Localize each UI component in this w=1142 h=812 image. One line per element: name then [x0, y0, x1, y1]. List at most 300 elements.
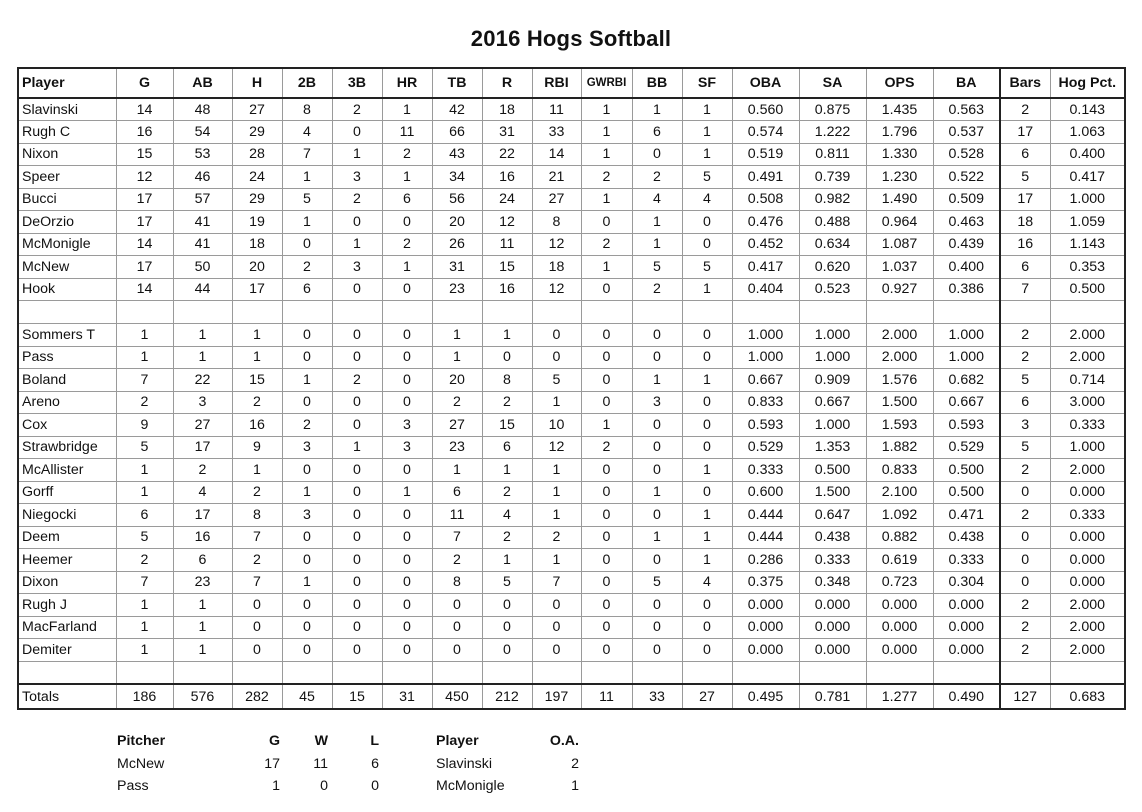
cell-player: McAllister	[18, 459, 116, 482]
pitcher-l: 0	[371, 778, 379, 795]
cell-hr: 3	[382, 436, 432, 459]
cell-sf: 27	[682, 684, 732, 709]
cell-sf: 0	[682, 639, 732, 662]
cell-r: 6	[482, 436, 532, 459]
cell-sf: 1	[682, 459, 732, 482]
cell-player: Sommers T	[18, 324, 116, 347]
cell-rbi	[532, 661, 581, 684]
cell-h: 15	[232, 369, 282, 392]
cell-sf: 1	[682, 98, 732, 121]
cell-ba: 0.438	[933, 526, 1000, 549]
cell-ab: 576	[173, 684, 232, 709]
cell-player: Nixon	[18, 143, 116, 166]
cell-player: Gorff	[18, 481, 116, 504]
cell-2b: 6	[282, 278, 332, 301]
cell-rbi	[532, 301, 581, 324]
cell-ops	[866, 301, 933, 324]
cell-hr: 2	[382, 143, 432, 166]
col-header-g: G	[116, 68, 173, 98]
cell-bars: 2	[1000, 459, 1050, 482]
cell-hog-pct: 2.000	[1050, 346, 1125, 369]
cell-h: 9	[232, 436, 282, 459]
cell-2b	[282, 301, 332, 324]
cell-gwrbi: 0	[581, 278, 632, 301]
cell-rbi: 18	[532, 256, 581, 279]
cell-sa	[799, 301, 866, 324]
cell-bb: 1	[632, 98, 682, 121]
cell-oba: 0.519	[732, 143, 799, 166]
pitcher-w: 11	[313, 755, 328, 772]
cell-player: Strawbridge	[18, 436, 116, 459]
cell-ops: 1.882	[866, 436, 933, 459]
cell-rbi: 7	[532, 571, 581, 594]
cell-bars: 2	[1000, 504, 1050, 527]
cell-h: 29	[232, 121, 282, 144]
cell-gwrbi: 2	[581, 166, 632, 189]
cell-r: 16	[482, 278, 532, 301]
cell-ab: 27	[173, 414, 232, 437]
cell-g: 1	[116, 481, 173, 504]
cell-bars: 18	[1000, 211, 1050, 234]
cell-3b: 0	[332, 549, 382, 572]
cell-bars: 5	[1000, 436, 1050, 459]
cell-tb: 1	[432, 346, 482, 369]
cell-ab: 17	[173, 504, 232, 527]
cell-ops: 1.576	[866, 369, 933, 392]
cell-3b: 1	[332, 233, 382, 256]
cell-player: DeOrzio	[18, 211, 116, 234]
cell-oba: 0.560	[732, 98, 799, 121]
cell-g: 1	[116, 639, 173, 662]
cell-ba: 0.000	[933, 594, 1000, 617]
cell-hr: 0	[382, 594, 432, 617]
cell-ops: 0.882	[866, 526, 933, 549]
cell-ab: 1	[173, 594, 232, 617]
cell-oba: 0.529	[732, 436, 799, 459]
cell-2b: 0	[282, 391, 332, 414]
cell-ab	[173, 301, 232, 324]
cell-sf: 0	[682, 211, 732, 234]
cell-ba: 0.563	[933, 98, 1000, 121]
cell-gwrbi: 11	[581, 684, 632, 709]
cell-ops: 2.000	[866, 346, 933, 369]
cell-sa: 0.781	[799, 684, 866, 709]
cell-bars: 0	[1000, 481, 1050, 504]
cell-ab: 50	[173, 256, 232, 279]
cell-r: 1	[482, 549, 532, 572]
cell-sf: 4	[682, 188, 732, 211]
col-header-2b: 2B	[282, 68, 332, 98]
cell-tb: 7	[432, 526, 482, 549]
cell-player: Demiter	[18, 639, 116, 662]
cell-oba: 0.404	[732, 278, 799, 301]
cell-ab: 46	[173, 166, 232, 189]
table-row	[18, 346, 1125, 369]
cell-hr: 0	[382, 278, 432, 301]
cell-ab: 54	[173, 121, 232, 144]
cell-hog-pct: 1.000	[1050, 436, 1125, 459]
header-row	[18, 68, 1125, 98]
cell-r: 22	[482, 143, 532, 166]
cell-tb: 0	[432, 616, 482, 639]
cell-rbi: 5	[532, 369, 581, 392]
cell-r: 18	[482, 98, 532, 121]
cell-rbi: 0	[532, 616, 581, 639]
cell-sf: 1	[682, 369, 732, 392]
cell-sa: 1.000	[799, 324, 866, 347]
cell-3b: 3	[332, 166, 382, 189]
oa-row	[436, 753, 579, 776]
table-row	[18, 143, 1125, 166]
cell-ba: 0.593	[933, 414, 1000, 437]
cell-hr: 0	[382, 391, 432, 414]
cell-bars: 7	[1000, 278, 1050, 301]
cell-h: 20	[232, 256, 282, 279]
cell-rbi: 1	[532, 481, 581, 504]
cell-3b: 0	[332, 278, 382, 301]
cell-sa: 0.647	[799, 504, 866, 527]
cell-hr: 0	[382, 571, 432, 594]
cell-ops: 1.087	[866, 233, 933, 256]
cell-tb: 20	[432, 211, 482, 234]
cell-tb: 11	[432, 504, 482, 527]
cell-3b: 2	[332, 98, 382, 121]
cell-r: 16	[482, 166, 532, 189]
cell-player: Heemer	[18, 549, 116, 572]
cell-g: 14	[116, 278, 173, 301]
table-row	[18, 188, 1125, 211]
table-row	[18, 369, 1125, 392]
cell-3b: 0	[332, 481, 382, 504]
cell-hog-pct: 0.000	[1050, 481, 1125, 504]
cell-2b: 4	[282, 121, 332, 144]
cell-hr: 1	[382, 166, 432, 189]
cell-hog-pct: 0.353	[1050, 256, 1125, 279]
cell-r: 212	[482, 684, 532, 709]
cell-sf: 5	[682, 166, 732, 189]
cell-sa: 0.811	[799, 143, 866, 166]
oa-value: 1	[571, 778, 579, 795]
cell-tb: 26	[432, 233, 482, 256]
cell-bb: 0	[632, 143, 682, 166]
cell-gwrbi: 2	[581, 436, 632, 459]
cell-hog-pct: 3.000	[1050, 391, 1125, 414]
cell-3b: 0	[332, 594, 382, 617]
cell-player	[18, 661, 116, 684]
pitcher-header-w: W	[314, 733, 328, 750]
cell-tb: 8	[432, 571, 482, 594]
cell-r: 8	[482, 369, 532, 392]
cell-h: 2	[232, 549, 282, 572]
cell-ops: 0.723	[866, 571, 933, 594]
pitcher-header-name: Pitcher	[117, 733, 166, 750]
cell-ops: 1.435	[866, 98, 933, 121]
cell-h: 16	[232, 414, 282, 437]
cell-3b	[332, 301, 382, 324]
page-title: 2016 Hogs Softball	[470, 26, 672, 51]
cell-g: 17	[116, 188, 173, 211]
cell-bb: 0	[632, 414, 682, 437]
cell-h	[232, 301, 282, 324]
cell-g: 14	[116, 233, 173, 256]
cell-r: 4	[482, 504, 532, 527]
cell-3b: 0	[332, 526, 382, 549]
cell-player: Pass	[18, 346, 116, 369]
oa-header-value: O.A.	[549, 733, 579, 750]
cell-h: 1	[232, 324, 282, 347]
cell-r	[482, 661, 532, 684]
col-header-ba: BA	[933, 68, 1000, 98]
oa-header-row	[436, 730, 579, 753]
cell-g: 9	[116, 414, 173, 437]
cell-ab: 16	[173, 526, 232, 549]
cell-r: 12	[482, 211, 532, 234]
cell-hr: 11	[382, 121, 432, 144]
cell-bb: 0	[632, 504, 682, 527]
oa-header-player: Player	[436, 733, 479, 750]
cell-ab: 41	[173, 233, 232, 256]
cell-sa: 0.000	[799, 616, 866, 639]
cell-gwrbi: 0	[581, 594, 632, 617]
cell-hog-pct: 1.000	[1050, 188, 1125, 211]
cell-h: 282	[232, 684, 282, 709]
cell-h: 7	[232, 526, 282, 549]
cell-3b: 0	[332, 324, 382, 347]
cell-oba: 0.593	[732, 414, 799, 437]
cell-bars: 2	[1000, 594, 1050, 617]
pitcher-g: 1	[272, 778, 280, 795]
cell-hog-pct: 0.143	[1050, 98, 1125, 121]
cell-ab: 1	[173, 639, 232, 662]
cell-hog-pct: 2.000	[1050, 594, 1125, 617]
cell-tb	[432, 661, 482, 684]
cell-h: 0	[232, 594, 282, 617]
cell-oba: 0.476	[732, 211, 799, 234]
cell-hog-pct: 0.333	[1050, 414, 1125, 437]
cell-sf: 0	[682, 391, 732, 414]
cell-2b: 1	[282, 166, 332, 189]
cell-oba: 0.491	[732, 166, 799, 189]
cell-ab: 3	[173, 391, 232, 414]
cell-ab: 1	[173, 324, 232, 347]
cell-bb: 0	[632, 436, 682, 459]
cell-ba: 0.000	[933, 616, 1000, 639]
cell-ba: 0.000	[933, 639, 1000, 662]
cell-ba: 0.490	[933, 684, 1000, 709]
cell-bb: 0	[632, 616, 682, 639]
col-header-oba: OBA	[732, 68, 799, 98]
cell-rbi: 1	[532, 459, 581, 482]
cell-2b: 0	[282, 549, 332, 572]
cell-hog-pct: 0.333	[1050, 504, 1125, 527]
cell-3b: 0	[332, 391, 382, 414]
cell-sf: 1	[682, 526, 732, 549]
cell-bars: 5	[1000, 369, 1050, 392]
cell-player: Rugh J	[18, 594, 116, 617]
cell-ab: 41	[173, 211, 232, 234]
cell-bb: 0	[632, 346, 682, 369]
cell-sf: 1	[682, 121, 732, 144]
cell-sa: 0.500	[799, 459, 866, 482]
cell-2b: 0	[282, 324, 332, 347]
cell-bars: 3	[1000, 414, 1050, 437]
cell-ba: 0.463	[933, 211, 1000, 234]
cell-r: 31	[482, 121, 532, 144]
cell-2b: 0	[282, 233, 332, 256]
cell-oba: 1.000	[732, 346, 799, 369]
table-row	[18, 391, 1125, 414]
cell-oba: 0.495	[732, 684, 799, 709]
cell-2b: 2	[282, 256, 332, 279]
cell-gwrbi: 1	[581, 414, 632, 437]
cell-bars: 2	[1000, 98, 1050, 121]
cell-sf: 0	[682, 436, 732, 459]
cell-oba: 0.375	[732, 571, 799, 594]
oa-value: 2	[571, 755, 579, 772]
cell-sa: 0.634	[799, 233, 866, 256]
cell-ab: 22	[173, 369, 232, 392]
col-header-h: H	[232, 68, 282, 98]
cell-bb: 33	[632, 684, 682, 709]
cell-tb: 2	[432, 391, 482, 414]
col-header-sa: SA	[799, 68, 866, 98]
cell-ops: 1.230	[866, 166, 933, 189]
cell-hog-pct: 0.000	[1050, 549, 1125, 572]
cell-bb: 2	[632, 278, 682, 301]
cell-ops: 2.100	[866, 481, 933, 504]
col-header-hr: HR	[382, 68, 432, 98]
cell-3b: 0	[332, 504, 382, 527]
cell-g: 7	[116, 571, 173, 594]
cell-3b: 3	[332, 256, 382, 279]
cell-h: 27	[232, 98, 282, 121]
cell-2b	[282, 661, 332, 684]
col-header-bars: Bars	[1000, 68, 1050, 98]
cell-2b: 0	[282, 459, 332, 482]
cell-gwrbi: 0	[581, 481, 632, 504]
col-header-gwrbi: GWRBI	[581, 68, 632, 98]
cell-ops: 1.490	[866, 188, 933, 211]
table-row	[18, 98, 1125, 121]
cell-hog-pct: 0.500	[1050, 278, 1125, 301]
cell-bars: 17	[1000, 121, 1050, 144]
cell-oba: 0.444	[732, 526, 799, 549]
cell-sa: 0.620	[799, 256, 866, 279]
cell-3b	[332, 661, 382, 684]
cell-2b: 1	[282, 369, 332, 392]
cell-gwrbi: 0	[581, 526, 632, 549]
col-header-sf: SF	[682, 68, 732, 98]
stats-table	[17, 67, 1126, 710]
cell-gwrbi: 0	[581, 616, 632, 639]
cell-rbi: 0	[532, 594, 581, 617]
col-header-ops: OPS	[866, 68, 933, 98]
table-row	[18, 278, 1125, 301]
cell-rbi: 0	[532, 639, 581, 662]
cell-3b: 15	[332, 684, 382, 709]
cell-2b: 3	[282, 436, 332, 459]
cell-hog-pct: 2.000	[1050, 459, 1125, 482]
cell-gwrbi: 0	[581, 391, 632, 414]
cell-tb: 66	[432, 121, 482, 144]
cell-gwrbi: 0	[581, 324, 632, 347]
cell-hr: 1	[382, 481, 432, 504]
cell-sf: 0	[682, 481, 732, 504]
cell-ops: 1.092	[866, 504, 933, 527]
col-header-rbi: RBI	[532, 68, 581, 98]
cell-rbi: 2	[532, 526, 581, 549]
cell-rbi: 14	[532, 143, 581, 166]
cell-tb: 450	[432, 684, 482, 709]
cell-2b: 0	[282, 594, 332, 617]
table-row	[18, 504, 1125, 527]
cell-hog-pct: 0.714	[1050, 369, 1125, 392]
cell-bars: 2	[1000, 639, 1050, 662]
cell-hr: 0	[382, 346, 432, 369]
cell-player: Cox	[18, 414, 116, 437]
cell-r: 0	[482, 616, 532, 639]
cell-bb: 1	[632, 369, 682, 392]
pitcher-table	[117, 730, 379, 798]
cell-oba	[732, 301, 799, 324]
cell-r: 1	[482, 324, 532, 347]
cell-g: 2	[116, 391, 173, 414]
cell-3b: 1	[332, 436, 382, 459]
cell-tb: 43	[432, 143, 482, 166]
cell-player: Dixon	[18, 571, 116, 594]
cell-ba: 0.667	[933, 391, 1000, 414]
cell-2b: 2	[282, 414, 332, 437]
cell-g	[116, 301, 173, 324]
cell-hog-pct: 0.000	[1050, 571, 1125, 594]
cell-oba: 1.000	[732, 324, 799, 347]
cell-r: 0	[482, 639, 532, 662]
cell-sf	[682, 661, 732, 684]
cell-h: 29	[232, 188, 282, 211]
cell-player: McNew	[18, 256, 116, 279]
cell-rbi: 1	[532, 549, 581, 572]
cell-bb: 2	[632, 166, 682, 189]
col-header-r: R	[482, 68, 532, 98]
cell-hr: 0	[382, 549, 432, 572]
cell-hr	[382, 301, 432, 324]
cell-2b: 0	[282, 616, 332, 639]
cell-hog-pct: 2.000	[1050, 616, 1125, 639]
oa-player: McMonigle	[436, 778, 505, 795]
pitcher-w: 0	[320, 778, 328, 795]
cell-hog-pct: 0.400	[1050, 143, 1125, 166]
table-row	[18, 414, 1125, 437]
cell-sf: 0	[682, 346, 732, 369]
cell-sa: 0.982	[799, 188, 866, 211]
cell-h: 0	[232, 616, 282, 639]
cell-sa: 0.909	[799, 369, 866, 392]
cell-ops: 1.796	[866, 121, 933, 144]
cell-ba: 0.439	[933, 233, 1000, 256]
cell-oba: 0.667	[732, 369, 799, 392]
cell-sa: 0.000	[799, 594, 866, 617]
cell-oba: 0.000	[732, 594, 799, 617]
cell-rbi: 8	[532, 211, 581, 234]
cell-bb: 1	[632, 233, 682, 256]
cell-player: Rugh C	[18, 121, 116, 144]
cell-g: 1	[116, 594, 173, 617]
cell-player: Slavinski	[18, 98, 116, 121]
cell-tb: 31	[432, 256, 482, 279]
spacer-row	[18, 301, 1125, 324]
cell-3b: 0	[332, 121, 382, 144]
cell-bars	[1000, 661, 1050, 684]
